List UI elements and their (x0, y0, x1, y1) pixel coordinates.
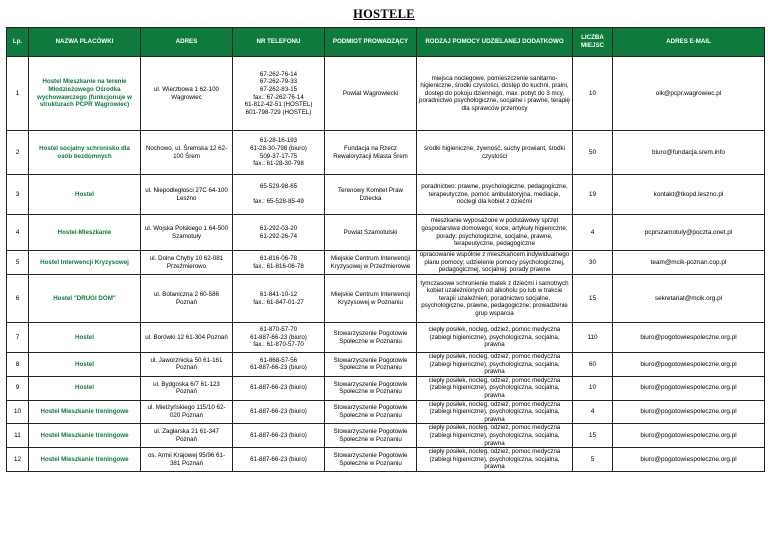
row-rodzaj: mieszkanie wyposażone w podstawowy sprzęt gospodarstwa domowego; koce, artykuły higieniczne; porady: psychologiczne, socjalne, prawne, terapeutyczne, pedagogiczne (417, 215, 573, 251)
row-telefon (233, 424, 325, 448)
phone-line: 61-292-26-74 (259, 232, 298, 240)
row-adres: ul. Botaniczna 2 60-586 Poznań (141, 275, 233, 323)
row-lp: 6 (7, 275, 29, 323)
phone-line: 65-529-98-65 (259, 183, 298, 191)
phone-line (235, 191, 322, 199)
row-telefon (233, 448, 325, 472)
page-title: HOSTELE (353, 7, 415, 21)
row-adres: ul. Jaworznicka 50 61-161 Poznań (141, 353, 233, 377)
row-nazwa: Hostel (29, 376, 141, 400)
row-nazwa: Hostel Mieszkanie treningowe (29, 448, 141, 472)
row-nazwa: Hostel Interwencji Kryzysowej (29, 251, 141, 275)
row-telefon (233, 275, 325, 323)
row-liczba: 60 (573, 353, 613, 377)
phone-line: 61-887-66-23 (biuro) (250, 333, 307, 341)
row-telefon (233, 215, 325, 251)
table-row (7, 376, 765, 400)
row-liczba: 30 (573, 251, 613, 275)
row-telefon (233, 353, 325, 377)
phone-line: 61-28-30-798 (biuro) (250, 144, 307, 152)
row-email: kontakt@tkopd.leszno.pl (613, 175, 765, 215)
row-lp: 12 (7, 448, 29, 472)
phone-line: 61-292-03-20 (259, 224, 298, 232)
row-email: biuro@fundacja.srem.info (613, 131, 765, 175)
row-lp: 1 (7, 57, 29, 131)
row-email: biuro@pogotowiespoleczne.org.pl (613, 400, 765, 424)
row-nazwa: Hostel Mieszkanie na terenie Młodzieżowego Ośrodka wychowawczego (funkcjonuje w strukturach PCPR Wągrowiec) (29, 57, 141, 131)
table-row (7, 175, 765, 215)
phone-line: 61-887-66-23 (biuro) (250, 431, 307, 439)
row-podmiot: Stowarzyszenie Pogotowie Społeczne w Poznaniu (325, 353, 417, 377)
header-adres: ADRES (141, 28, 233, 57)
row-podmiot: Terenowy Komitet Praw Dziecka (325, 175, 417, 215)
row-adres: ul. Wierzbowa 1 62-100 Wągrowiec (141, 57, 233, 131)
row-nazwa: Hostel (29, 353, 141, 377)
phone-line: 61-812-42-51 (HOSTEL) (244, 101, 313, 109)
table-row (7, 400, 765, 424)
row-adres: ul. Bydgoska 6/7 61-123 Poznań (141, 376, 233, 400)
phone-line: 509-37-17-75 (259, 152, 298, 160)
row-email: team@mcik-poznan.cop.pl (613, 251, 765, 275)
phone-line: 61-887-66-23 (biuro) (250, 408, 307, 416)
table-row (7, 323, 765, 353)
row-podmiot: Miejskie Centrum Interwencji Kryzysowej w Poznaniu (325, 275, 417, 323)
phone-line: 61-816-06-78 (259, 254, 298, 262)
table-header-row (7, 28, 765, 57)
row-lp: 5 (7, 251, 29, 275)
row-rodzaj: miejsca noclegowe, pomieszczenie sanitarno-higieniczne, środki czystości, dostęp do kuchni, pralni, dostęp do pokoju dziennego, max. pobyt do 3 mcy, poradnictwo psychologiczne, socjalne i prawne, terapię dla sprawców przemocy (417, 57, 573, 131)
table-row (7, 275, 765, 323)
row-telefon (233, 400, 325, 424)
header-rodzaj: RODZAJ POMOCY UDZIELANEJ DODATKOWO (417, 28, 573, 57)
row-podmiot: Stowarzyszenie Pogotowie Społeczne w Poznaniu (325, 376, 417, 400)
row-lp: 2 (7, 131, 29, 175)
phone-line: 61-868-57-56 (259, 356, 298, 364)
table-row (7, 131, 765, 175)
row-lp: 4 (7, 215, 29, 251)
row-lp: 3 (7, 175, 29, 215)
table-row (7, 424, 765, 448)
row-email: biuro@pogotowiespoleczne.org.pl (613, 323, 765, 353)
row-podmiot: Powiat Wągrowiecki (325, 57, 417, 131)
row-email: sekretariat@mcik.org.pl (613, 275, 765, 323)
phone-line: fax.: 61-816-06-78 (253, 262, 304, 270)
row-podmiot: Stowarzyszenie Pogotowie Społeczne w Poznaniu (325, 424, 417, 448)
phone-line: 67-262-76-14 (259, 70, 298, 78)
phone-line: 67-262-79-33 (259, 78, 298, 86)
header-liczba: LICZBA MIEJSC (573, 28, 613, 57)
row-podmiot: Stowarzyszenie Pogotowie Społeczne w Poznaniu (325, 400, 417, 424)
row-email: biuro@pogotowiespoleczne.org.pl (613, 424, 765, 448)
header-telefon: NR TELEFONU (233, 28, 325, 57)
row-liczba: 15 (573, 424, 613, 448)
row-adres: ul. Wojska Polskiego 1 64-500 Szamotuły (141, 215, 233, 251)
table-row (7, 57, 765, 131)
header-podmiot: PODMIOT PROWADZĄCY (325, 28, 417, 57)
phone-line: 67-262-83-15 (259, 85, 298, 93)
row-telefon (233, 251, 325, 275)
table-row (7, 215, 765, 251)
row-nazwa: Hostel Mieszkanie treningowe (29, 424, 141, 448)
row-rodzaj: środki higieniczne, żywność, suchy prowiant, środki czystości (417, 131, 573, 175)
row-podmiot: Powiat Szamotulski (325, 215, 417, 251)
phone-line: fax.: 61-28-30-798 (253, 160, 304, 168)
phone-line: 61-887-66-23 (biuro) (250, 364, 307, 372)
row-podmiot: Stowarzyszenie Pogotowie Społeczne w Poznaniu (325, 323, 417, 353)
row-lp: 11 (7, 424, 29, 448)
row-adres: ul. Borówki 12 61-304 Poznań (141, 323, 233, 353)
row-rodzaj: ciepły posiłek, nocleg, odzież, pomoc medyczna (zabiegi higieniczne), psychologiczna, socjalna, prawna (417, 424, 573, 448)
row-liczba: 4 (573, 400, 613, 424)
row-lp: 7 (7, 323, 29, 353)
row-adres: Nochowo, ul. Śremska 12 62-100 Śrem (141, 131, 233, 175)
row-rodzaj: ciepły posiłek, nocleg, odzież, pomoc medyczna (zabiegi higieniczne), psychologiczna, socjalna, prawna (417, 448, 573, 472)
header-nazwa: NAZWA PLACÓWKI (29, 28, 141, 57)
phone-line: fax.: 61-847-01-27 (253, 298, 304, 306)
row-rodzaj: ciepły posiłek, nocleg, odzież, pomoc medyczna (zabiegi higieniczne), psychologiczna, socjalna, prawna (417, 323, 573, 353)
row-liczba: 15 (573, 275, 613, 323)
row-nazwa: Hostel "DRUGI DOM" (29, 275, 141, 323)
phone-line: 61-887-66-23 (biuro) (250, 455, 307, 463)
row-adres: os. Armii Krajowej 95/96 61-381 Poznań (141, 448, 233, 472)
row-telefon (233, 323, 325, 353)
row-podmiot: Miejskie Centrum Interwencji Kryzysowej w Przeźmierowie (325, 251, 417, 275)
row-nazwa: Hostel socjalny schronisko dla osób bezdomnych (29, 131, 141, 175)
row-rodzaj: ciepły posiłek, nocleg, odzież, pomoc medyczna (zabiegi higieniczne), psychologiczna, socjalna, prawna (417, 400, 573, 424)
row-podmiot: Fundacja na Rzecz Rewaloryzacji Miasta Śrem (325, 131, 417, 175)
row-rodzaj: ciepły posiłek, nocleg, odzież, pomoc medyczna (zabiegi higieniczne), psychologiczna, socjalna, prawna (417, 353, 573, 377)
row-email: oik@pcpr.wagrowiec.pl (613, 57, 765, 131)
row-rodzaj: ciepły posiłek, nocleg, odzież, pomoc medyczna (zabiegi higieniczne), psychologiczna, socjalna, prawna (417, 376, 573, 400)
phone-line: 61-887-66-23 (biuro) (250, 384, 307, 392)
row-telefon (233, 57, 325, 131)
header-lp: Lp. (7, 28, 29, 57)
table-row (7, 448, 765, 472)
table-row (7, 251, 765, 275)
row-liczba: 10 (573, 376, 613, 400)
phone-line: 61-841-10-12 (259, 290, 298, 298)
phone-line: 61-870-57-70 (259, 326, 298, 334)
phone-line: fax.: 67-262-76-14 (253, 93, 304, 101)
row-email: biuro@pogotowiespoleczne.org.pl (613, 376, 765, 400)
row-rodzaj: tymczasowe schronienie matek z dziećmi i samotnych kobiet uzależnionych od alkoholu po lub w trakcie terapii uzależnień; poradnictwo socjalne, psychologiczne, prawne, pedagogiczne; prowadzenie grup wsparcia (417, 275, 573, 323)
row-telefon (233, 175, 325, 215)
header-email: ADRES E-MAIL (613, 28, 765, 57)
row-lp: 10 (7, 400, 29, 424)
row-telefon (233, 376, 325, 400)
row-nazwa: Hostel (29, 323, 141, 353)
row-liczba: 4 (573, 215, 613, 251)
row-podmiot: Stowarzyszenie Pogotowie Społeczne w Poznaniu (325, 448, 417, 472)
row-adres: ul. Niepodległości 27C 64-100 Leszno (141, 175, 233, 215)
row-nazwa: Hostel (29, 175, 141, 215)
row-email: biuro@pogotowiespoleczne.org.pl (613, 448, 765, 472)
row-liczba: 110 (573, 323, 613, 353)
row-liczba: 50 (573, 131, 613, 175)
row-rodzaj: poradnictwo: prawne, psychologiczne, pedagogiczne, terapeutyczne, pomoc ambulatoryjna, mediacje, noclegi dla kobiet z dziećmi (417, 175, 573, 215)
phone-line: fax.: 65-528-85-49 (253, 198, 304, 206)
row-rodzaj: opracowanie wspólnie z mieszkańcem indywidualnego planu pomocy; udzielenie pomocy psychologicznej, pedagogicznej, socjalnej; porady prawne (417, 251, 573, 275)
row-nazwa: Hostel-Mieszkanie (29, 215, 141, 251)
row-lp: 9 (7, 376, 29, 400)
row-liczba: 5 (573, 448, 613, 472)
phone-line: fax.: 61-870-57-70 (253, 341, 304, 349)
row-liczba: 10 (573, 57, 613, 131)
row-email: biuro@pogotowiespoleczne.org.pl (613, 353, 765, 377)
phone-line: 61-28-16-193 (259, 137, 298, 145)
row-adres: ul. Mielżyńskiego 115/10 62-020 Poznań (141, 400, 233, 424)
row-nazwa: Hostel Mieszkanie treningowe (29, 400, 141, 424)
hostels-table (6, 27, 765, 472)
row-lp: 8 (7, 353, 29, 377)
row-adres: ul. Zagłarska 21 61-347 Poznań (141, 424, 233, 448)
table-row (7, 353, 765, 377)
table-body (7, 57, 765, 472)
row-liczba: 19 (573, 175, 613, 215)
row-telefon (233, 131, 325, 175)
row-adres: ul. Dolne Chyby 10 62-081 Przeźmierowo (141, 251, 233, 275)
row-email: pcprszamotuly@poczta.onet.pl (613, 215, 765, 251)
phone-line: 601-798-729 (HOSTEL) (245, 108, 312, 116)
